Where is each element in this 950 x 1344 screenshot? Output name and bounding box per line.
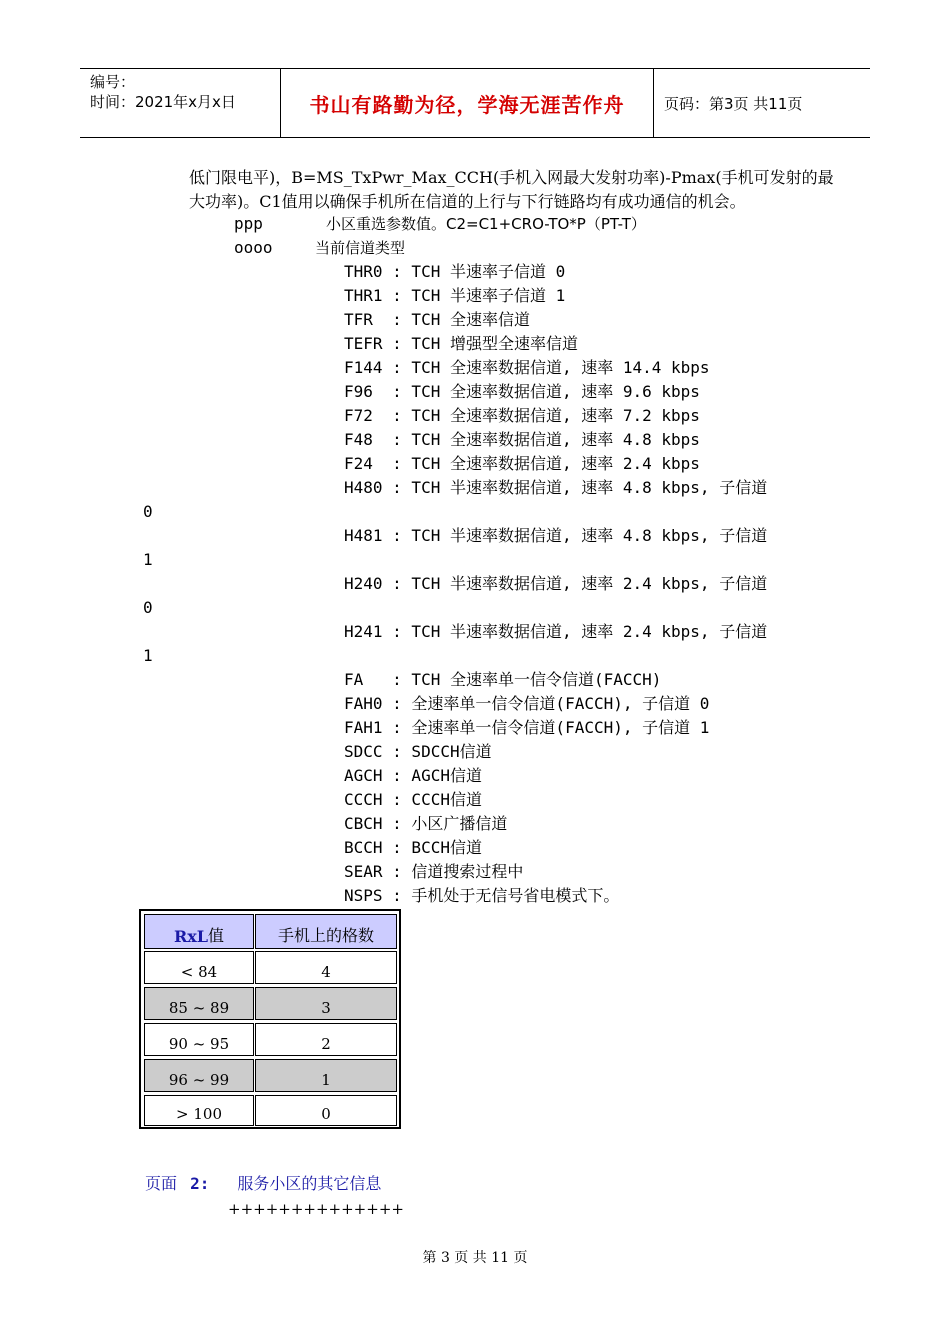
table-cell-bars: 3	[255, 987, 397, 1020]
number-label: 编号：	[90, 73, 136, 91]
motto: 书山有路勤为径，学海无涯苦作舟	[309, 92, 625, 117]
channel-item: AGCH : AGCH信道	[344, 766, 482, 785]
channel-item: BCCH : BCCH信道	[344, 838, 482, 857]
channel-item-wrap: 0	[143, 502, 153, 521]
section-heading	[145, 1174, 381, 1194]
channel-item: H481 : TCH 半速率数据信道, 速率 4.8 kbps, 子信道	[344, 526, 768, 545]
plus-line: ++++++++++++++	[228, 1200, 404, 1218]
table-cell-bars: 4	[255, 951, 397, 984]
channel-item: SEAR : 信道搜索过程中	[344, 862, 524, 881]
table-cell-bars: 2	[255, 1023, 397, 1056]
channel-item-wrap: 1	[143, 646, 153, 665]
channel-item: CBCH : 小区广播信道	[344, 814, 508, 833]
channel-item: F96 : TCH 全速率数据信道, 速率 9.6 kbps	[344, 382, 700, 401]
param-key-ppp: ppp	[234, 214, 263, 233]
rxl-header-cell	[144, 914, 254, 949]
rxl-table	[139, 909, 401, 1129]
channel-item: FAH1 : 全速率单一信令信道(FACCH), 子信道 1	[344, 718, 710, 737]
channel-item: H241 : TCH 半速率数据信道, 速率 2.4 kbps, 子信道	[344, 622, 768, 641]
header-motto-cell	[281, 69, 654, 137]
channel-item: H240 : TCH 半速率数据信道, 速率 2.4 kbps, 子信道	[344, 574, 768, 593]
channel-item-wrap: 1	[143, 550, 153, 569]
channel-item: THR1 : TCH 半速率子信道 1	[344, 286, 566, 305]
section-page-num: 2:	[190, 1174, 210, 1193]
channel-item: F72 : TCH 全速率数据信道, 速率 7.2 kbps	[344, 406, 700, 425]
channel-item: NSPS : 手机处于无信号省电模式下。	[344, 886, 620, 905]
table-cell-bars: 0	[255, 1095, 397, 1126]
channel-item-wrap: 0	[143, 598, 153, 617]
table-cell-rxl: 90 ~ 95	[144, 1023, 254, 1056]
param-key-oooo: oooo	[234, 238, 273, 257]
bars-header-label: 手机上的格数	[277, 926, 374, 945]
channel-item: FAH0 : 全速率单一信令信道(FACCH), 子信道 0	[344, 694, 710, 713]
channel-item: CCCH : CCCH信道	[344, 790, 482, 809]
document-header	[80, 68, 870, 138]
channel-item: H480 : TCH 半速率数据信道, 速率 4.8 kbps, 子信道	[344, 478, 768, 497]
time-label: 时间：2021年x月x日	[90, 93, 236, 111]
table-cell-rxl: > 100	[144, 1095, 254, 1126]
header-meta-cell	[80, 69, 281, 137]
channel-item: THR0 : TCH 半速率子信道 0	[344, 262, 566, 281]
channel-item: F144 : TCH 全速率数据信道, 速率 14.4 kbps	[344, 358, 710, 377]
table-cell-bars: 1	[255, 1059, 397, 1092]
rxl-header-label: RxL	[173, 927, 209, 946]
footer-page-number: 第 3 页 共 11 页	[422, 1250, 528, 1266]
header-page-cell	[654, 69, 870, 137]
bars-header-cell	[255, 914, 397, 949]
header-page-label: 页码：第3页 共11页	[664, 94, 803, 113]
channel-item: SDCC : SDCCH信道	[344, 742, 492, 761]
section-title: 服务小区的其它信息	[237, 1174, 382, 1193]
channel-item: TFR : TCH 全速率信道	[344, 310, 530, 329]
channel-item: FA : TCH 全速率单一信令信道(FACCH)	[344, 670, 662, 689]
table-cell-rxl: 96 ~ 99	[144, 1059, 254, 1092]
channel-item: F48 : TCH 全速率数据信道, 速率 4.8 kbps	[344, 430, 700, 449]
paragraph-line-2: 大功率)。C1值用以确保手机所在信道的上行与下行链路均有成功通信的机会。	[189, 192, 746, 211]
section-page-label: 页面	[145, 1174, 183, 1193]
channel-item: TEFR : TCH 增强型全速率信道	[344, 334, 578, 353]
paragraph-line-1: 低门限电平)，B=MS_TxPwr_Max_CCH(手机入网最大发射功率)-Pmax(手机可发射的最	[189, 168, 834, 187]
table-cell-rxl: 85 ~ 89	[144, 987, 254, 1020]
channel-item: F24 : TCH 全速率数据信道, 速率 2.4 kbps	[344, 454, 700, 473]
table-cell-rxl: < 84	[144, 951, 254, 984]
rxl-header-suffix: 值	[208, 926, 225, 945]
param-desc-oooo: 当前信道类型	[315, 239, 406, 257]
param-desc-ppp: 小区重选参数值。C2=C1+CRO-TO*P（PT-T）	[326, 215, 646, 233]
